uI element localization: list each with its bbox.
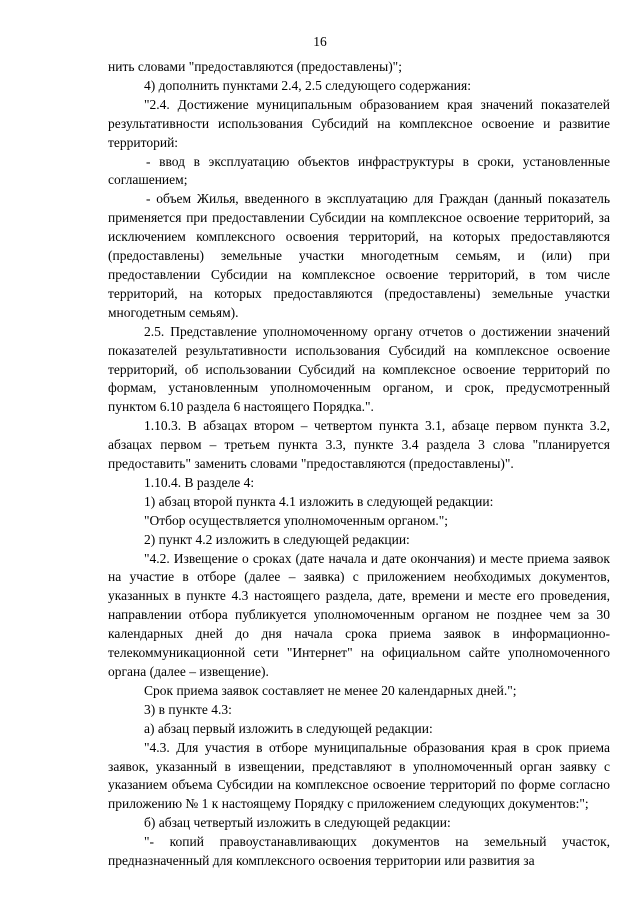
paragraph: нить словами "предоставляются (предоставлены)"; [108,59,402,74]
paragraph: 2.5. Представление уполномоченному органу отчетов о достижении значений показателей результативности использования Субсидий на комплексное освоение территорий, об использовании Субсидий на комплексное освоение территорий по формам, установленным уполномоченным органом, и срок, предусмотренный пунктом 6.10 раздела 6 настоящего Порядка.". [108,323,610,415]
paragraph: 2) пункт 4.2 изложить в следующей редакции: [144,531,410,547]
paragraph: "4.2. Извещение о сроках (дате начала и дате окончания) и месте приема заявок на участие в отборе (далее – заявка) с приложением необходимых документов, указанных в пункте 4.3 настоящего раздела, дате, времени и месте его проведения, направлении отбора публикуется уполномоченным органом не позднее чем за 30 календарных дней до дня начала срока приема заявок в информационно-телекоммуникационной сети "Интернет" на официальном сайте уполномоченного органа (далее – извещение). [108,550,610,679]
paragraph: 3) в пункте 4.3: [144,701,232,717]
paragraph: Срок приема заявок составляет не менее 20 календарных дней."; [144,682,517,698]
paragraph: "4.3. Для участия в отборе муниципальные образования края в срок приема заявок, указанный в извещении, представляют в уполномоченный орган заявку с указанием объема Субсидии на комплексное освоение территорий по форме согласно приложению № 1 к настоящему Порядку с приложением следующих документов:"; [108,739,610,812]
page-number: 16 [313,34,327,49]
document-body [108,58,610,871]
paragraph: 1.10.4. В разделе 4: [144,474,255,490]
paragraph: - ввод в эксплуатацию объектов инфраструктуры в сроки, установленные соглашением; [108,153,610,188]
paragraph: 1.10.3. В абзацах втором – четвертом пункта 3.1, абзаце первом пункта 3.2, абзацах первом – третьем пункта 3.3, пункте 3.4 раздела 3 слова "планируется предоставить" заменить словами "предоставляются (предоставлены)". [108,418,610,472]
paragraph: "Отбор осуществляется уполномоченным органом."; [144,512,449,528]
paragraph: "- копий правоустанавливающих документов на земельный участок, предназначенный для комплексного освоения территории или развития за [108,834,610,869]
paragraph: а) абзац первый изложить в следующей редакции: [144,720,433,736]
paragraph: - объем Жилья, введенного в эксплуатацию для Граждан (данный показатель применяется при предоставлении Субсидии на комплексное освоение территорий, за исключением комплексного освоения территорий, на которых предоставляются (предоставлены) земельные участки многодетным семьям, и (или) при предоставлении Субсидии на комплексное освоение территорий, в том числе территорий, на которых предоставляются (предоставлены) земельные участки многодетным семьям). [108,191,610,320]
paragraph: б) абзац четвертый изложить в следующей редакции: [144,815,451,831]
paragraph: "2.4. Достижение муниципальным образованием края значений показателей результативности использования Субсидий на комплексное освоение и развитие территорий: [108,96,610,150]
paragraph: 4) дополнить пунктами 2.4, 2.5 следующего содержания: [144,77,471,93]
paragraph: 1) абзац второй пункта 4.1 изложить в следующей редакции: [144,493,494,509]
